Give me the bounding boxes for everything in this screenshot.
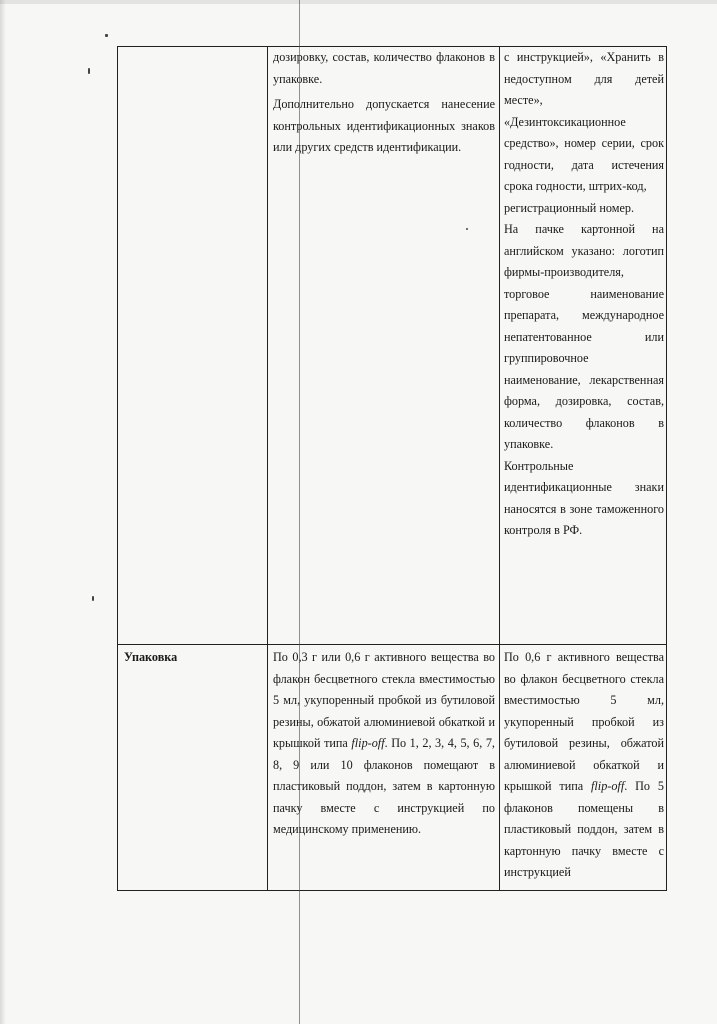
row2-col2-text [273, 647, 495, 841]
row1-col2-cell [273, 47, 495, 159]
scan-speck [466, 228, 468, 230]
row-divider [118, 644, 666, 645]
scan-top-edge [0, 0, 717, 4]
scan-speck [88, 68, 90, 74]
row1-col3-cell [504, 47, 664, 542]
row2-col3-text [504, 647, 664, 884]
scan-edge-shadow [0, 0, 6, 1024]
packaging-label: Упаковка [124, 650, 178, 664]
row2-col3-text-a: По 0,6 г активного вещества во флакон бесцветного стекла вместимостью 5 мл, укупоренный пробкой из бутиловой резины, обжатой алюминиевой обкаткой и крышкой типа [504, 650, 664, 793]
row2-col3-text-b: . По 5 флаконов помещены в пластиковый поддон, затем в картонную пачку вместе с инструкцией [504, 779, 664, 879]
specification-table [117, 46, 667, 891]
row2-col3-cell [504, 647, 664, 884]
row1-col3-paragraph-1: с инструкцией», «Хранить в недоступном для детей месте», [504, 50, 664, 107]
row2-label-cell [124, 647, 264, 669]
column-divider-1 [267, 47, 268, 890]
row2-col2-text-a: По 0,3 г или 0,6 г активного вещества во флакон бесцветного стекла вместимостью 5 мл, укупоренный пробкой из бутиловой резины, обжатой алюминиевой обкаткой и крышкой типа [273, 650, 495, 750]
row1-col3-paragraph-5: Контрольные идентификационные знаки наносятся в зоне таможенного контроля в РФ. [504, 458, 664, 537]
scan-speck [92, 596, 94, 601]
row1-col3-paragraph-3: регистрационный номер. [504, 200, 634, 215]
row1-col3-paragraph-2: «Дезинтоксикационное средство», номер серии, срок годности, дата истечения срока годности, штрих-код, [504, 114, 664, 193]
row1-col2-paragraph-1: дозировку, состав, количество флаконов в упаковке. [273, 50, 495, 86]
row2-col3-italic: flip-off [591, 779, 625, 793]
row2-col2-text-b: . По 1, 2, 3, 4, 5, 6, 7, 8, 9 или 10 флаконов помещают в пластиковый поддон, затем в картонную пачку вместе с инструкцией по медицинскому применению. [273, 736, 495, 836]
row1-col2-paragraph-2: Дополнительно допускается нанесение контрольных идентификационных знаков или других средств идентификации. [273, 97, 495, 154]
row2-col2-italic: flip-off [351, 736, 385, 750]
scan-speck [105, 34, 108, 37]
scan-artifact-line [299, 0, 300, 1024]
row1-col3-paragraph-4: На пачке картонной на английском указано: логотип фирмы-производителя, торговое наименование препарата, международное непатентованное или группировочное наименование, лекарственная форма, дозировка, состав, количество флаконов в упаковке. [504, 222, 664, 451]
column-divider-2 [499, 47, 500, 890]
row2-col2-cell [273, 647, 495, 841]
